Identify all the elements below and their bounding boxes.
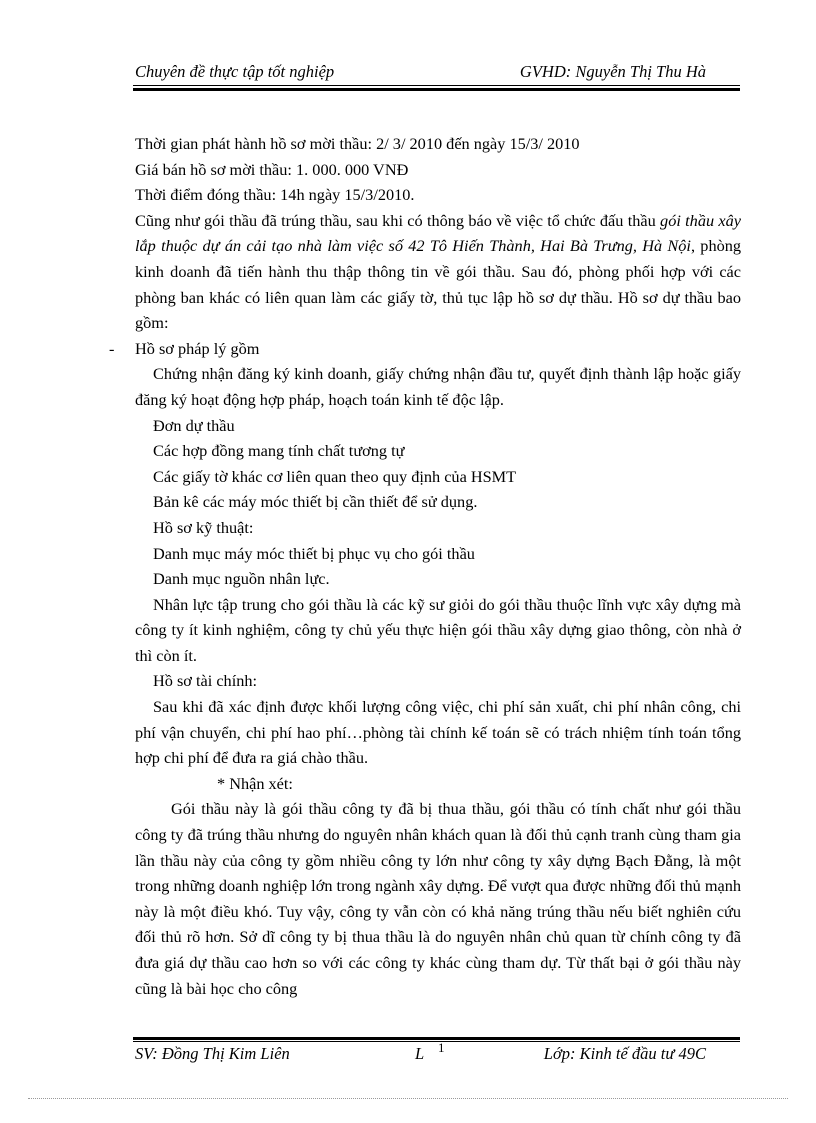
page-footer bbox=[133, 1040, 740, 1068]
footer-mark: L bbox=[415, 1044, 425, 1063]
tech-paragraph: Nhân lực tập trung cho gói thầu là các kỹ sư giỏi do gói thầu thuộc lĩnh vực xây dựng mà công ty ít kinh nghiệm, công ty chủ yếu thực hiện gói thầu xây dựng giao thông, còn nhà ở thì còn ít. bbox=[135, 594, 741, 665]
header-rule-thin bbox=[133, 85, 740, 86]
page-header bbox=[133, 58, 740, 84]
intro-text-a: Cũng như gói thầu đã trúng thầu, sau khi có thông báo về việc tổ chức đấu thầu bbox=[135, 210, 661, 230]
intro-text-b: , phòng kinh doanh đã tiến hành thu thập thông tin về gói thầu. Sau đó, phòng phối hợp với các phòng ban khác có liên quan làm các giấy tờ, thủ tục lập hồ sơ dự thầu. Hồ sơ dự thầu bao gồm: bbox=[135, 236, 742, 333]
project-name: gói thầu xây lắp thuộc dự án cải tạo nhà làm việc số 42 Tô Hiến Thành, Hai Bà Trưng, Hà Nội bbox=[135, 210, 741, 256]
list-item: Bản kê các máy móc thiết bị cần thiết để sử dụng. bbox=[153, 492, 478, 512]
closing-time: Thời điểm đóng thầu: 14h ngày 15/3/2010. bbox=[135, 185, 415, 205]
finance-heading: Hồ sơ tài chính: bbox=[153, 671, 258, 691]
legal-heading bbox=[109, 336, 741, 362]
list-item: Các giấy tờ khác cơ liên quan theo quy định của HSMT bbox=[153, 466, 517, 486]
list-item: Các hợp đồng mang tính chất tương tự bbox=[153, 441, 405, 461]
document-body bbox=[109, 131, 742, 1001]
header-title: Chuyên đề thực tập tốt nghiệp bbox=[135, 62, 335, 81]
document-price: Giá bán hồ sơ mời thầu: 1. 000. 000 VNĐ bbox=[135, 159, 409, 179]
footer-rule-thin bbox=[133, 1041, 740, 1042]
list-item: Danh mục máy móc thiết bị phục vụ cho gói thầu bbox=[153, 543, 475, 563]
page-break-line bbox=[28, 1098, 788, 1099]
list-item: Danh mục nguồn nhân lực. bbox=[153, 569, 330, 589]
dash-bullet: - bbox=[109, 338, 115, 358]
release-time: Thời gian phát hành hồ sơ mời thầu: 2/ 3/ 2010 đến ngày 15/3/ 2010 bbox=[135, 134, 580, 153]
header-rule-thick bbox=[133, 88, 740, 91]
footer-student: SV: Đồng Thị Kim Liên bbox=[135, 1044, 290, 1063]
legal-title: Hồ sơ pháp lý gồm bbox=[135, 338, 260, 358]
page-number: 1 bbox=[438, 1040, 445, 1055]
remark-paragraph: Gói thầu này là gói thầu công ty đã bị thua thầu, gói thầu có tính chất như gói thầu công ty đã trúng thầu nhưng do nguyên nhân khách quan là đối thủ cạnh tranh cùng tham gia lần thầu này của công ty gồm nhiều công ty lớn như công ty xây dựng Bạch Đằng, là một trong những doanh nghiệp lớn trong ngành xây dựng. Để vượt qua được những đối thủ mạnh này là một điều khó. Tuy vậy, công ty vẫn còn có khả năng trúng thầu nếu biết nghiên cứu đối thủ rõ hơn. Sở dĩ công ty bị thua thầu là do nguyên nhân chủ quan từ chính công ty đã đưa giá dự thầu cao hơn so với các công ty khác cùng tham dự. Từ thất bại ở gói thầu này cũng là bài học cho công bbox=[135, 799, 741, 998]
footer-class: Lớp: Kinh tế đầu tư 49C bbox=[543, 1044, 706, 1063]
header-advisor: GVHD: Nguyễn Thị Thu Hà bbox=[519, 62, 706, 81]
intro-paragraph bbox=[135, 208, 741, 336]
finance-paragraph: Sau khi đã xác định được khối lượng công việc, chi phí sản xuất, chi phí nhân công, chi phí vận chuyển, chi phí hao phí…phòng tài chính kế toán sẽ có trách nhiệm tính toán tổng hợp chi phí để đưa ra giá chào thầu. bbox=[135, 697, 741, 768]
footer-rule-thick bbox=[133, 1037, 740, 1040]
remark-heading: * Nhận xét: bbox=[217, 773, 293, 793]
list-item: Đơn dự thầu bbox=[153, 415, 235, 435]
legal-paragraph: Chứng nhận đăng ký kinh doanh, giấy chứng nhận đầu tư, quyết định thành lập hoặc giấy đăng ký hoạt động hợp pháp, hoạch toán kinh tế độc lập. bbox=[135, 364, 741, 409]
tech-heading: Hồ sơ kỹ thuật: bbox=[153, 517, 254, 537]
